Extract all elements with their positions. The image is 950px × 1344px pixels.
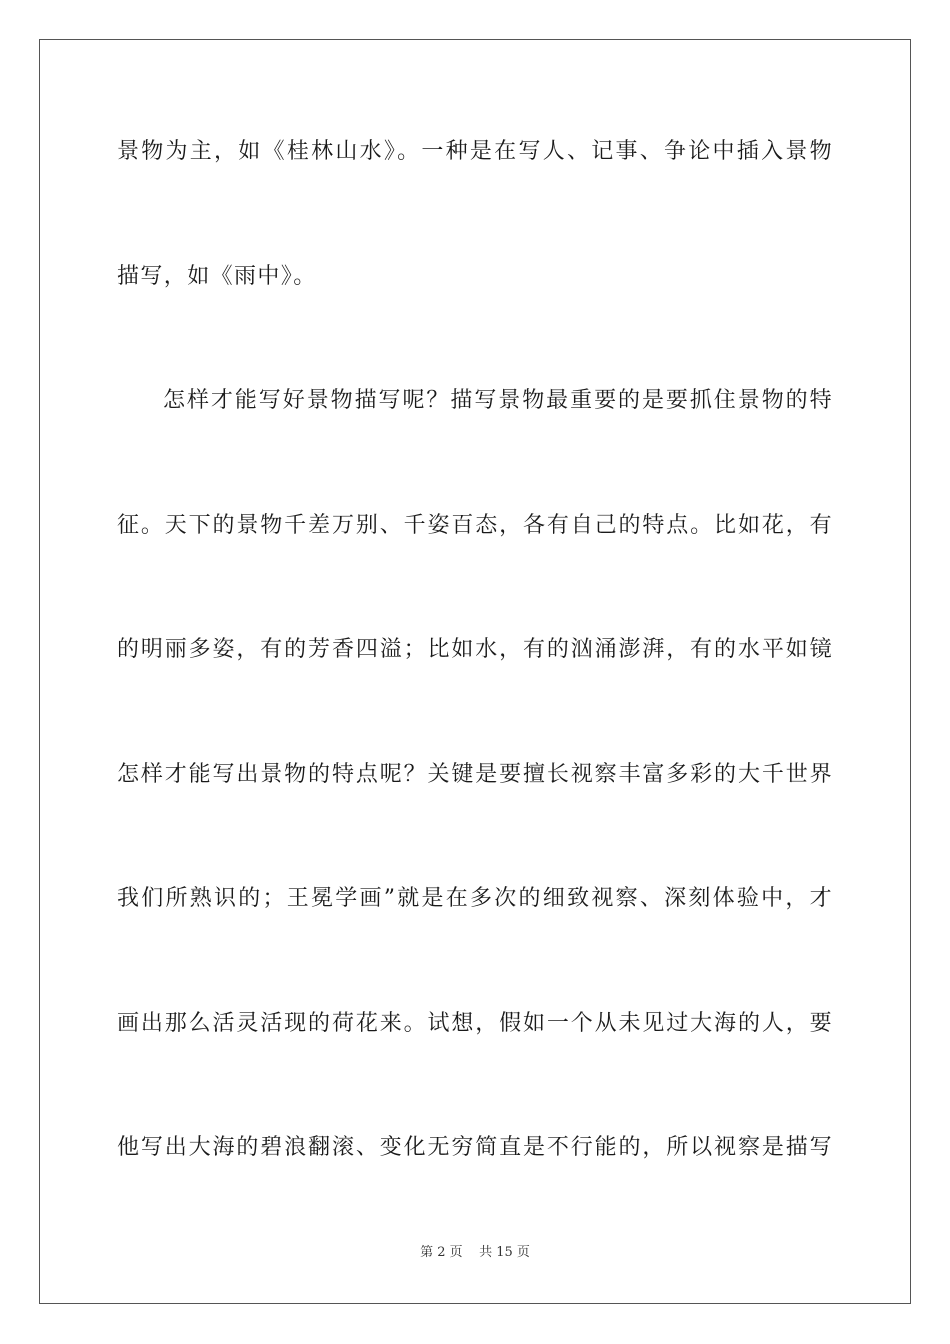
text-line: 他写出大海的碧浪翻滚、变化无穷简直是不行能的，所以视察是描写 [117,1135,833,1160]
text-line: 景物为主，如《桂林山水》。一种是在写人、记事、争论中插入景物 [117,139,833,164]
page-number-footer: 第 2 页 共 15 页 [420,1245,530,1260]
text-line: 征。天下的景物千差万别、千姿百态，各有自己的特点。比如花，有 [117,513,833,538]
text-line: 画出那么活灵活现的荷花来。试想，假如一个从未见过大海的人，要 [117,1011,833,1036]
text-line: 的明丽多姿，有的芳香四溢；比如水，有的汹涌澎湃，有的水平如镜 [117,637,833,662]
paragraph-first-line: 怎样才能写好景物描写呢？描写景物最重要的是要抓住景物的特 [163,388,833,413]
page-border [39,39,911,1304]
text-line: 怎样才能写出景物的特点呢？关键是要擅长视察丰富多彩的大千世界 [117,762,833,787]
text-line: 我们所熟识的；王冕学画”就是在多次的细致视察、深刻体验中，才 [117,886,833,911]
text-line: 描写，如《雨中》。 [117,264,317,289]
